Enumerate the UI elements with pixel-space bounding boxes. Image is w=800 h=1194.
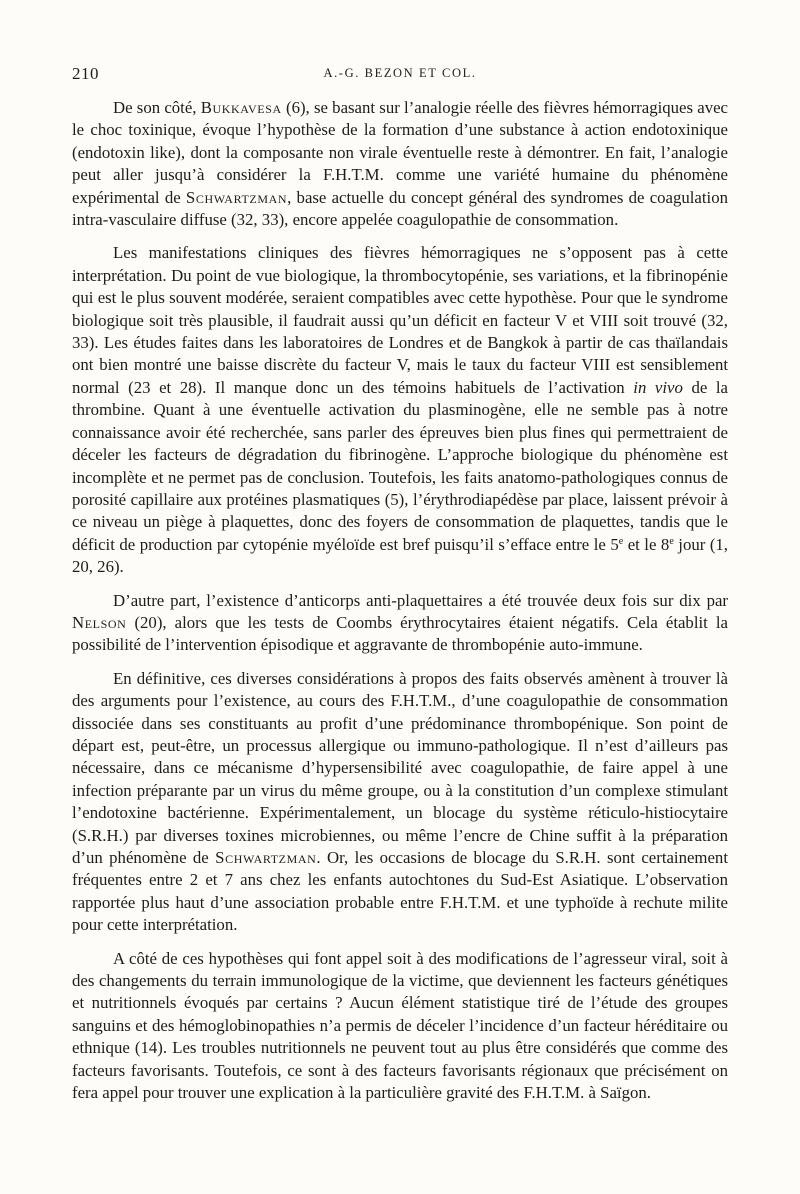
paragraph-1	[72, 97, 728, 231]
running-title: A.-G. BEZON ET COL.	[323, 66, 477, 80]
author-name: Schwartzman	[185, 187, 288, 207]
paragraph-2	[72, 242, 728, 578]
author-name: Schwartzman	[215, 848, 317, 867]
text-run: A côté de ces hypothèses qui font appel soit à des modifications de l’agresseur viral, soit à des changements du terrain immunologique de la victime, que deviennent les facteurs génétiques et nutritionnels évoqués par certains ? Aucun élément statistique tiré de l’étude des groupes sanguins et des hémoglobinopathies n’a permis de déceler l’incidence d’un facteur héréditaire ou ethnique (14). Les troubles nutritionnels ne peuvent tout au plus être considérés que comme des facteurs favorisants. Toutefois, ce sont à des facteurs favorisants régionaux que précisément on fera appel pour trouver une explication à la particulière gravité des F.H.T.M. à Saïgon.	[72, 948, 728, 1103]
paragraph-3	[72, 590, 728, 657]
author-name: Nelson	[72, 612, 127, 632]
page-number: 210	[72, 64, 99, 83]
italic-term: in vivo	[633, 377, 683, 397]
text-run: et le 8	[623, 534, 670, 554]
body-text	[72, 97, 728, 1115]
superscript: e	[618, 535, 624, 547]
paragraph-4	[72, 668, 728, 937]
text-run: (20), alors que les tests de Coombs érythrocytaires étaient négatifs. Cela établit la possibilité de l’intervention épisodique et aggravante de thrombopénie auto-immune.	[72, 612, 728, 655]
text-run: D’autre part, l’existence d’anticorps anti-plaquettaires a été trouvée deux fois sur dix par	[113, 590, 728, 610]
text-run: De son côté,	[113, 98, 201, 117]
text-run: , base actuelle du concept général des syndromes de coagulation intra-vasculaire diffuse (32, 33), encore appelée coagulopathie de consommation.	[72, 187, 728, 230]
text-run: de la thrombine. Quant à une éventuelle activation du plasminogène, elle ne semble pas à notre connaissance avoir été recherchée, sans parler des épreuves bien plus fines qui permettraient de déceler les facteurs de dégradation du fibrinogène. L’approche biologique du phénomène est incomplète et ne permet pas de conclusion. Toutefois, les faits anatomo-pathologiques connus de porosité capillaire aux protéines plasmatiques (5), l’érythrodiapédèse par place, laissent prévoir à ce niveau un piège à plaquettes, donc des foyers de consommation de plaquettes, tandis que le déficit de production par cytopénie myéloïde est bref puisqu’il s’efface entre le 5	[72, 377, 728, 554]
text-run: En définitive, ces diverses considérations à propos des faits observés amènent à trouver là des arguments pour l’existence, au cours des F.H.T.M., d’une coagulopathie de consommation dissociée dans ses constituants au profit d’une prédominance thrombopénique. Son point de départ est, peut-être, un processus allergique ou immuno-pathologique. Il n’est d’ailleurs pas nécessaire, dans ce mécanisme d’hypersensibilité avec coagulopathie, de faire appel à une infection préparante par un virus du même groupe, ou à la constitution d’un complexe stimulant l’endotoxine bactérienne. Expérimentalement, un blocage du système réticulo-histiocytaire (S.R.H.) par diverses toxines microbiennes, ou même l’encre de Chine suffit à la préparation d’un phénomène de	[72, 668, 728, 867]
text-run: Les manifestations cliniques des fièvres hémorragiques ne s’opposent pas à cette interprétation. Du point de vue biologique, la thrombocytopénie, ses variations, et la fibrinopénie qui est le plus souvent modérée, seraient compatibles avec cette hypothèse. Pour que le syndrome biologique soit très plausible, il faudrait aussi qu’un déficit en facteur V et VIII soit trouvé (32, 33). Les études faites dans les laboratoires de Londres et de Bangkok à partir de cas thaïlandais ont bien montré une baisse discrète du facteur V, mais le taux du facteur VIII est sensiblement normal (23 et 28). Il manque donc un des témoins habituels de l’activation	[72, 243, 728, 397]
text-run: (6), se basant sur l’analogie réelle des fièvres hémorragiques avec le choc toxinique, évoque l’hypothèse de la formation d’une substance à action endotoxinique (endotoxin like), dont la composante non virale éventuelle reste à démontrer. En fait, l’analogie peut aller jusqu’à considérer la F.H.T.M. comme une variété humaine du phénomène expérimental de	[72, 98, 728, 207]
paragraph-5	[72, 948, 728, 1105]
author-name: Bukkavesa	[200, 98, 282, 117]
text-run: . Or, les occasions de blocage du S.R.H. sont certainement fréquentes entre 2 et 7 ans chez les enfants autochtones du Sud-Est Asiatique. L’observation rapportée plus haut d’une association probable entre F.H.T.M. et une typhoïde à rechute milite pour cette interprétation.	[72, 848, 728, 935]
text-run: jour (1, 20, 26).	[72, 534, 728, 577]
superscript: e	[669, 535, 674, 547]
page-header	[72, 64, 728, 86]
